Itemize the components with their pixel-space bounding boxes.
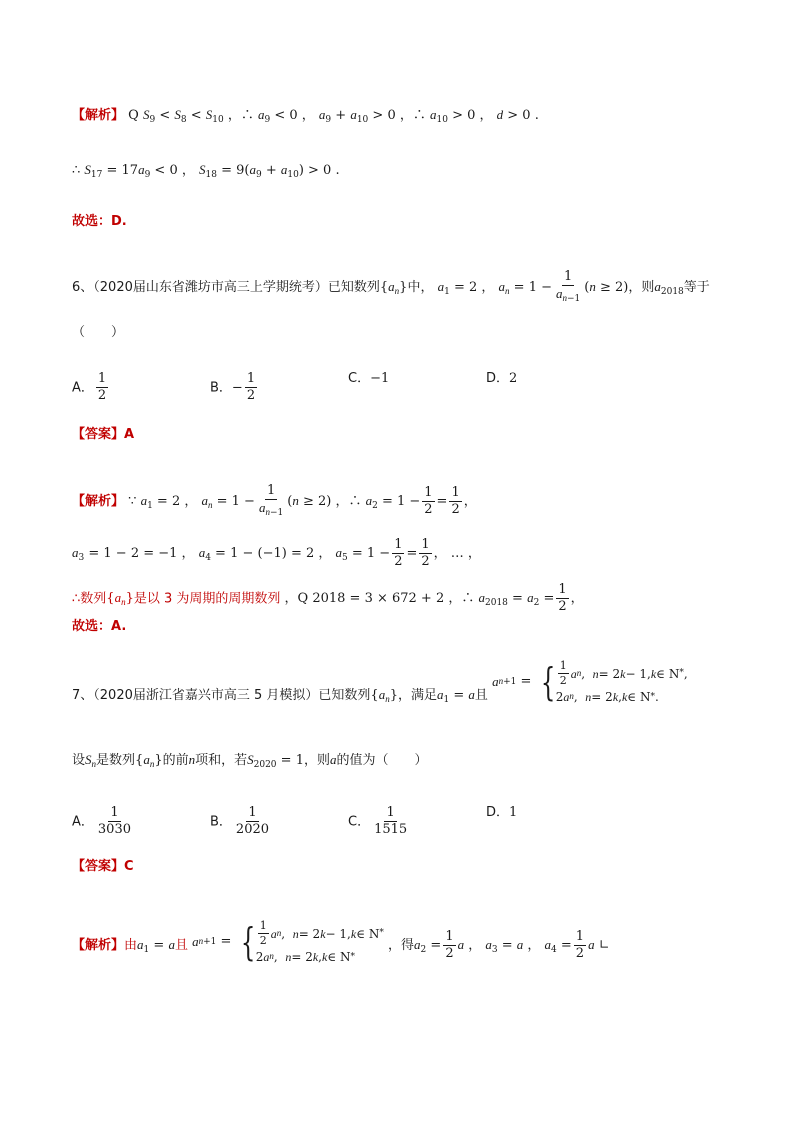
- stem-text: 的前: [162, 753, 189, 768]
- question-source: （2020届山东省潍坊市高三上学期统考）: [93, 280, 328, 296]
- option-d: D．1: [486, 805, 518, 820]
- piecewise-definition: a n+1 = { $\frac{1}{2}$ a n , n = 2 k − 1, k ∈ N * , 2 a n , n = 2 k , k ∈ N * .: [492, 659, 688, 705]
- stem-text: 的值为（ ）: [336, 753, 428, 768]
- stem-text: ，则: [303, 753, 330, 768]
- q6-choice-line: [72, 620, 126, 633]
- math-expression: $S_{2020} = 1$: [247, 752, 304, 770]
- choose-label: 故选：: [72, 619, 112, 634]
- q6-answer: [72, 428, 134, 441]
- stem-text: 设: [72, 753, 86, 768]
- analysis-text: 由: [124, 938, 138, 954]
- math-expression: $a_3 = 1 - 2 = -1$ ， $a_4 = 1 - (-1) = 2$ ， $a_5 = 1$ − $\frac{1}{2}$ = $\frac{1}{2}$ ， … ，: [72, 537, 481, 570]
- math-expression: $a_{2018}$: [654, 279, 684, 298]
- math-expression: $S_n$: [85, 752, 97, 769]
- stem-text: ，满足: [397, 688, 437, 704]
- conclusion-text: ∴数列: [72, 591, 107, 607]
- math-expression: $a_2$ = $\frac{1}{2}$ a ， $a_3 = a$ ， $a_4$ = $\frac{1}{2}$ a ∟: [414, 928, 610, 962]
- stem-text: ，则: [628, 280, 655, 296]
- choose-label: 故选：: [72, 214, 112, 229]
- option-a: A． $\frac{1}{2}$: [72, 371, 107, 404]
- math-expression: ，Q 2018 = 3 × 672 + 2 ，∴ $a_{2018} = a_2$ = $\frac{1}{2}$ ，: [284, 582, 584, 615]
- q6-paren: [72, 326, 124, 339]
- answer-paren: （ ）: [72, 325, 125, 340]
- math-expression: n: [188, 752, 196, 767]
- choice-value: A.: [111, 619, 127, 634]
- q5-analysis-line2: [72, 163, 340, 180]
- math-expression: $a_1 = a$: [137, 937, 175, 956]
- answer-label: 【答案】: [72, 859, 125, 874]
- math-expression: ∴ $S_{17} = 17a_9 < 0$ ， $S_{18} = 9(a_9 + a_{10}) > 0$ .: [72, 162, 340, 180]
- answer-value: C: [124, 859, 134, 874]
- question-number: 7、: [72, 688, 94, 704]
- q6-analysis-line3: [72, 583, 584, 615]
- choice-value: D.: [111, 214, 127, 229]
- analysis-text: ，得: [388, 938, 415, 954]
- stem-text: 且: [474, 688, 488, 704]
- question-number: 6、: [72, 280, 94, 296]
- analysis-label: 【解析】: [72, 494, 125, 510]
- math-expression: $\{a_n\}$: [135, 752, 163, 769]
- option-b: B．− $\frac{1}{2}$: [210, 371, 256, 404]
- math-expression: $\{a_n\}$: [370, 687, 398, 705]
- q5-choice-line: [72, 215, 127, 228]
- analysis-text: 且: [174, 938, 188, 954]
- option-a: A． $\frac{1}{3030}$: [72, 805, 131, 838]
- piecewise-definition: a n+1 = { $\frac{1}{2}$ a n , n = 2 k − 1, k ∈ N * 2 a n , n = 2 k , k ∈ N *: [192, 919, 384, 965]
- q6-analysis-line1: [72, 484, 477, 519]
- option-b: B． $\frac{1}{2020}$: [210, 805, 270, 838]
- analysis-label: 【解析】: [72, 938, 125, 954]
- math-expression: Q $S_9 < S_8 < S_{10}$ ，∴ $a_9 < 0$ ， $a_9 + a_{10} > 0$ ，∴ $a_{10} > 0$ ， d > 0 .: [128, 107, 539, 125]
- math-expression: $a_1 = 2$ ， $a_n = 1$ − $\frac{1}{a_{n-1}}$ (n ≥ 2): [437, 269, 629, 305]
- stem-text: 等于: [683, 280, 710, 296]
- math-expression: a: [329, 752, 337, 767]
- stem-text: 已知数列: [327, 280, 380, 296]
- q5-analysis-line1: [72, 108, 539, 125]
- stem-text: 是数列: [96, 753, 136, 768]
- math-expression: $\{a_n\}$: [106, 590, 134, 608]
- q6-stem: [72, 270, 710, 305]
- answer-label: 【答案】: [72, 427, 125, 442]
- math-expression: ∵ $a_1 = 2$ ， $a_n = 1$ − $\frac{1}{a_{n-1}}$ (n ≥ 2) ，∴ $a_2 = 1$ − $\frac{1}{2}$ = $\frac{1}{2}$ ，: [128, 483, 477, 519]
- option-c: C． $\frac{1}{1515}$: [348, 805, 408, 838]
- q7-answer: [72, 860, 134, 873]
- math-expression: $a_1 = a$: [437, 687, 475, 706]
- question-source: （2020届浙江省嘉兴市高三 5 月模拟）: [93, 688, 319, 704]
- q7-stem-line2: [72, 753, 428, 770]
- q7-analysis-line1: [72, 919, 610, 967]
- answer-value: A: [124, 427, 135, 442]
- stem-text: 已知数列: [318, 688, 371, 704]
- stem-text: 中，: [407, 280, 434, 296]
- conclusion-text: 是以 3 为周期的周期数列: [133, 591, 281, 607]
- option-c: C．−1: [348, 371, 390, 386]
- analysis-label: 【解析】: [72, 108, 125, 123]
- q6-analysis-line2: [72, 538, 481, 570]
- math-expression: $\{a_n\}$: [379, 279, 408, 297]
- q7-stem: [72, 659, 688, 717]
- option-d: D．2: [486, 371, 518, 386]
- stem-text: 项和，若: [195, 753, 248, 768]
